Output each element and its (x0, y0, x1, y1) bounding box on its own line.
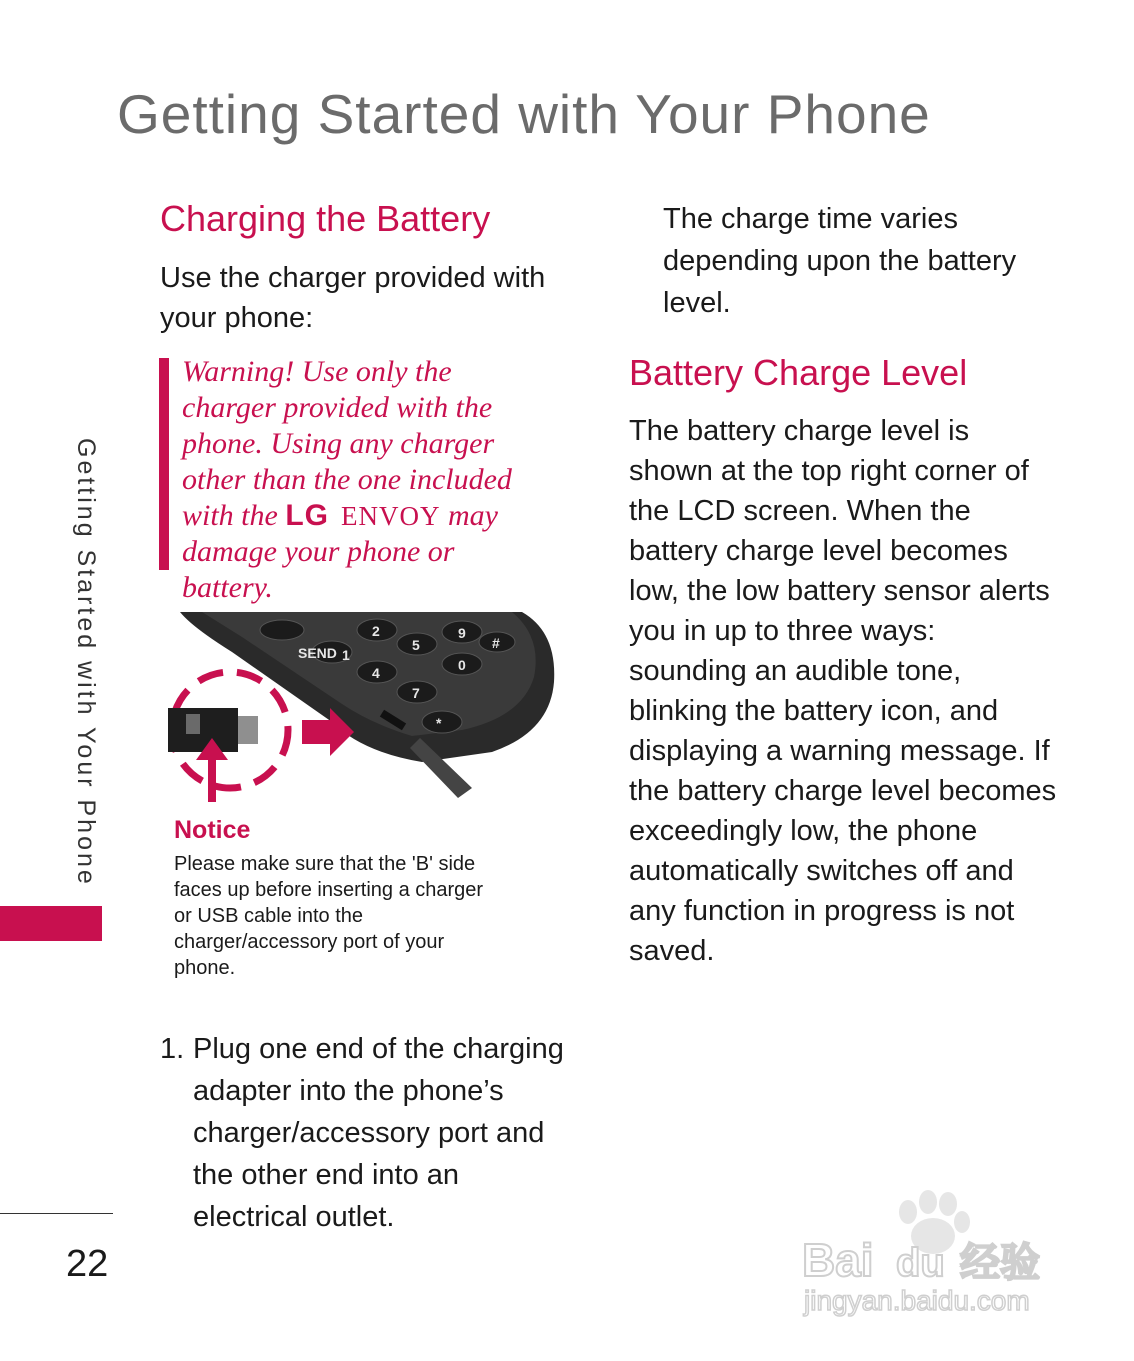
phone-key (422, 711, 462, 733)
charge-time-note: The charge time varies depending upon the battery level. (663, 203, 1017, 319)
key-label: 4 (372, 665, 380, 681)
charge-level-text: The battery charge level is shown at the top right corner of the LCD screen. When the battery charge level becomes low, the low battery sensor alerts you in up to three ways: sounding an audible tone, blinking the battery icon, and displaying a warning message. If the battery charge level becomes exceedingly low, the phone automatically switches off and any function in progress is not saved. (629, 415, 1057, 967)
step-number: 1. (160, 1033, 185, 1065)
footer-divider (0, 1213, 113, 1214)
step-text: Plug one end of the charging adapter into the phone’s charger/accessory port and the other end into an electrical outlet. (193, 1033, 564, 1233)
watermark-brand-left: Bai (802, 1234, 874, 1286)
key-label: 2 (372, 623, 380, 639)
watermark-suffix: 经验 (960, 1241, 1040, 1285)
charging-intro: Use the charger provided with your phone: (160, 262, 546, 334)
watermark-url: jingyan.baidu.com (804, 1285, 1030, 1316)
key-label: * (436, 715, 442, 731)
plug-b-mark (186, 714, 200, 734)
charger-plug (168, 708, 238, 752)
notice-body: Please make sure that the 'B' side faces up before inserting a charger or USB cable into the charger/accessory port of your phone. (174, 853, 484, 979)
warning-callout (182, 354, 552, 606)
phone-key (260, 620, 304, 640)
notice-title: Notice (174, 816, 251, 844)
key-label: 9 (458, 625, 466, 641)
key-label: # (492, 635, 500, 651)
warning-bar (159, 358, 169, 570)
key-label: SEND (298, 645, 337, 661)
key-label: 0 (458, 657, 466, 673)
section-heading-charging: Charging the Battery (160, 198, 491, 239)
key-label: 1 (342, 647, 350, 663)
side-tab-marker (0, 906, 102, 941)
warning-text-start: Warning! Use only the charger provided with the phone. Using any charger other than the one included with the (182, 355, 512, 532)
charger-plug-tip (238, 716, 258, 744)
section-heading-charge-level: Battery Charge Level (629, 352, 968, 393)
watermark-brand-right: du (896, 1241, 945, 1285)
page-number: 22 (66, 1243, 109, 1285)
page-title: Getting Started with Your Phone (117, 83, 931, 145)
side-tab-label: Getting Started with Your Phone (72, 438, 100, 887)
phone-charging-illustration (162, 612, 562, 802)
key-label: 7 (412, 685, 420, 701)
warning-text-end: may damage your phone or battery. (182, 499, 498, 604)
lg-logo: LG (285, 499, 330, 532)
baidu-watermark (800, 1190, 1070, 1320)
key-label: 5 (412, 637, 420, 653)
envoy-logo: ENVOY (341, 501, 441, 531)
